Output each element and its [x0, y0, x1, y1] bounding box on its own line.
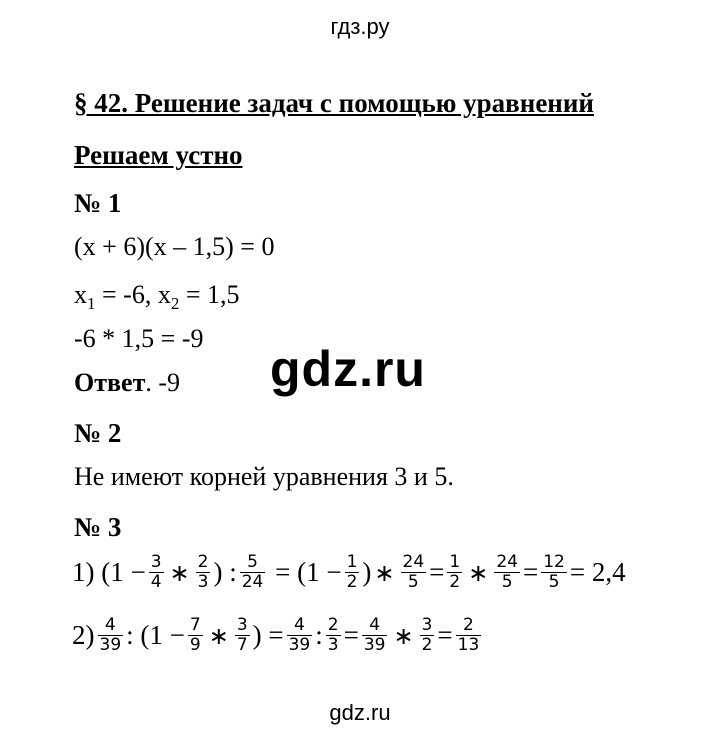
fraction: $\frac{3}{2}$ [421, 615, 433, 655]
fraction: $\frac{24}{5}$ [402, 552, 425, 592]
fraction: $\frac{1}{2}$ [346, 552, 358, 592]
task1-answer: Ответ. -9 [74, 368, 181, 397]
fraction: $\frac{2}{3}$ [197, 552, 209, 592]
fraction: $\frac{3}{7}$ [236, 615, 248, 655]
task2-heading: № 2 [74, 418, 122, 448]
task1-equation: (x + 6)(x – 1,5) = 0 [74, 232, 275, 261]
fraction: $\frac{2}{13}$ [457, 615, 480, 655]
fraction: $\frac{1}{2}$ [449, 552, 461, 592]
site-header: гдз.ру [330, 14, 390, 39]
task3-row2: 2) $\frac{4}{39}$ : (1 − $\frac{7}{9}$ ∗ $\frac{3}{7}$ ) = $\frac{4}{39}$ : $\frac{2}{3}$ = $\frac{4}{39}$ ∗ $\frac{3}{2}$ = $\frac{2}{13}$ [72, 615, 480, 655]
fraction: $\frac{12}{5}$ [543, 552, 565, 592]
task3-heading: № 3 [74, 512, 122, 542]
task1-product: -6 * 1,5 = -9 [74, 324, 204, 353]
row1-result: = 2,4 [569, 557, 626, 587]
fraction: $\frac{3}{4}$ [150, 552, 162, 592]
fraction: $\frac{4}{39}$ [288, 615, 311, 655]
task3-row1: 1) (1 − $\frac{3}{4}$ ∗ $\frac{2}{3}$ ) : $\frac{5}{24}$ = (1 − $\frac{1}{2}$ ) ∗ $\frac{24}{5}$ = $\frac{1}{2}$ ∗ $\frac{24}{5}$ = $\frac{12}{5}$ = 2,4 [72, 552, 626, 592]
fraction: $\frac{7}{9}$ [189, 615, 201, 655]
subtitle: Решаем устно [74, 140, 243, 170]
fraction: $\frac{2}{3}$ [327, 615, 339, 655]
fraction: $\frac{4}{39}$ [363, 615, 386, 655]
row2-prefix: 2) [72, 620, 95, 650]
task2-text: Не имеют корней уравнения 3 и 5. [74, 462, 454, 491]
fraction: $\frac{4}{39}$ [99, 615, 122, 655]
fraction: $\frac{24}{5}$ [496, 552, 518, 592]
section-title: § 42. Решение задач с помощью уравнений [74, 88, 594, 118]
task1-roots: $x_1 = -6$, $x_2 = 1,5$ [74, 280, 240, 313]
row1-prefix: 1) (1 − [72, 557, 146, 587]
fraction: $\frac{5}{24}$ [241, 552, 264, 592]
watermark: gdz.ru [270, 341, 426, 397]
site-footer: gdz.ru [329, 700, 391, 725]
task1-heading: № 1 [74, 188, 122, 218]
